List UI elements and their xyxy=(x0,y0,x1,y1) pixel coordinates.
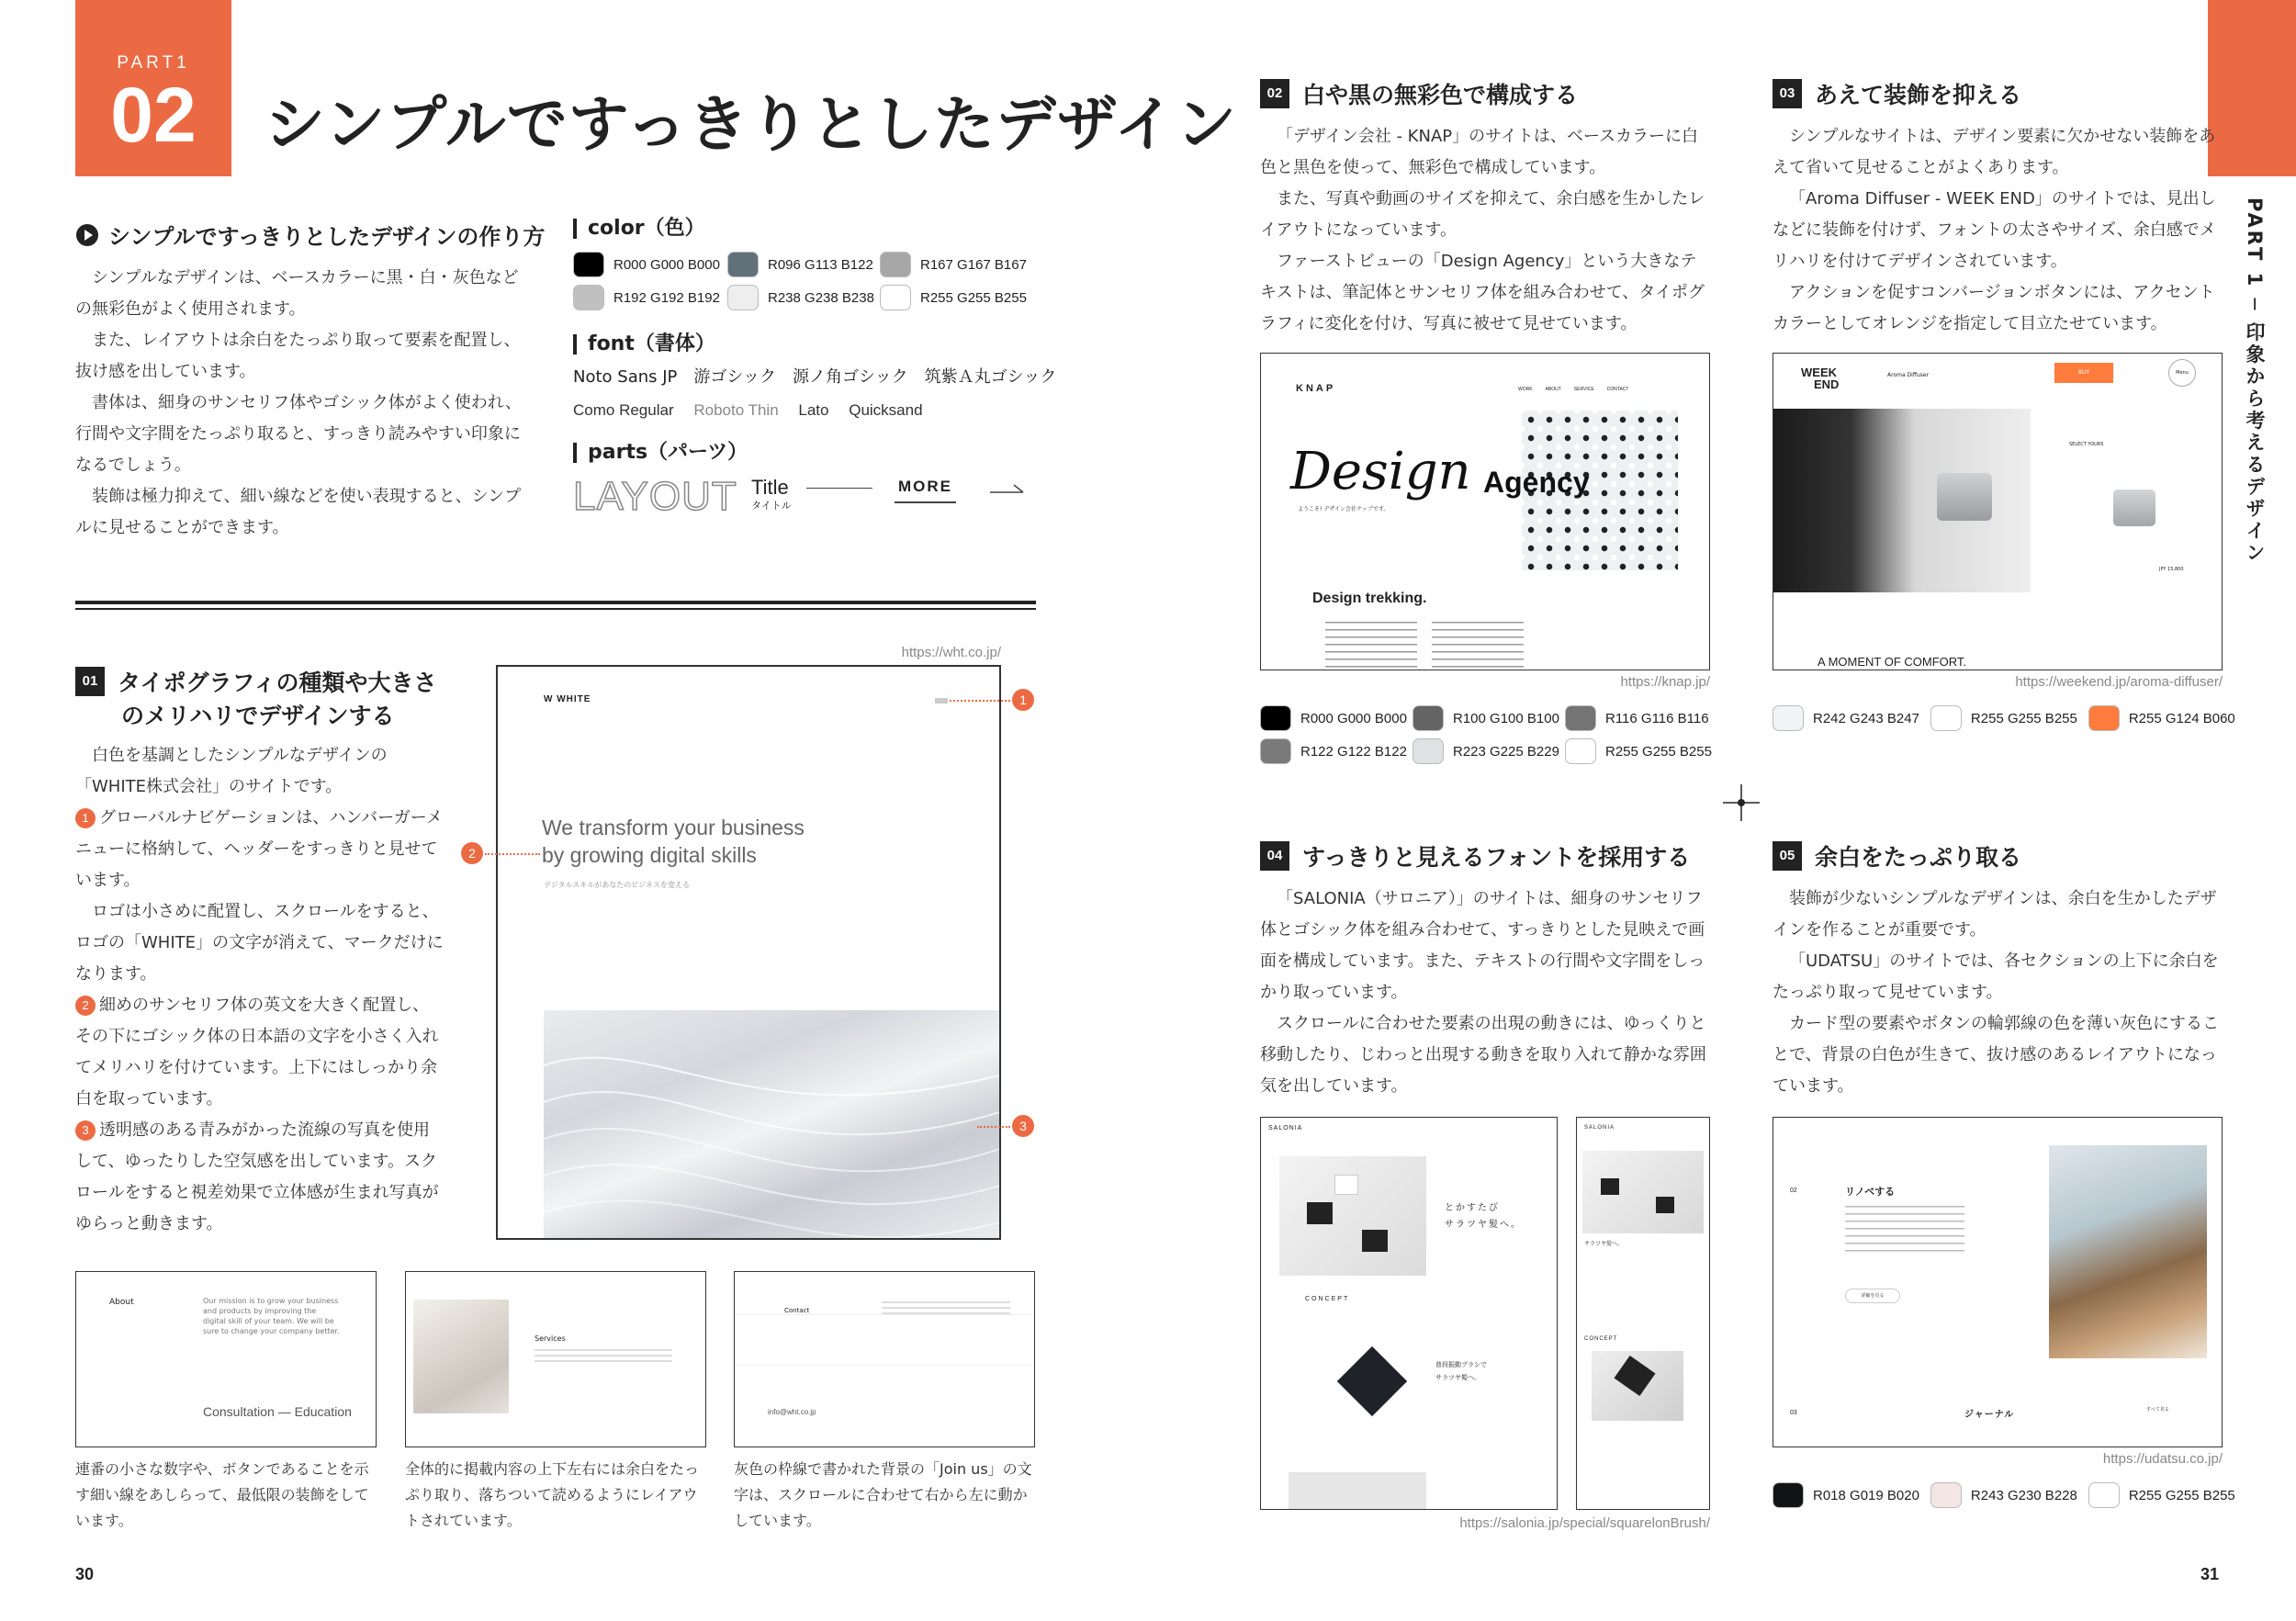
color-swatch xyxy=(2088,705,2120,731)
color-swatch-item xyxy=(880,285,1051,310)
color-swatch-item xyxy=(1565,738,1719,764)
color-swatches xyxy=(573,252,1051,310)
page-title: シンプルですっきりとしたデザイン xyxy=(264,89,1238,160)
crop-mark-icon xyxy=(1723,784,1760,821)
section-paragraph: 「デザイン会社 - KNAP」のサイトは、ベースカラーに白色と黒色を使って、無彩色で構成しています。 xyxy=(1260,127,1698,177)
shot-text-lines xyxy=(1325,622,1417,668)
font-sample: Como Regular xyxy=(573,401,674,419)
color-value: R255 G255 B255 xyxy=(2128,1487,2235,1503)
section-paragraph: 白色を基調としたシンプルなデザインの「WHITE株式会社」のサイトです。 xyxy=(75,746,388,796)
color-swatch xyxy=(880,285,911,310)
color-swatch xyxy=(1773,705,1804,731)
shot-number: 03 xyxy=(1790,1410,1797,1416)
color-value: R243 G230 B228 xyxy=(1970,1487,2077,1503)
color-swatches xyxy=(1260,705,1719,764)
callout-2: 2 xyxy=(461,842,483,864)
color-value: R238 G238 B238 xyxy=(768,289,874,306)
shot-room-photo xyxy=(2049,1145,2207,1358)
color-swatch xyxy=(727,285,759,310)
color-swatch-item xyxy=(727,252,880,277)
color-swatch xyxy=(1260,705,1291,731)
thumb-footer: Consultation — Education xyxy=(203,1404,352,1419)
arrow-right-icon xyxy=(990,481,1027,496)
section-number: 03 xyxy=(1773,79,1802,108)
thumb-text-lines xyxy=(535,1349,672,1366)
color-value: R255 G255 B255 xyxy=(1970,710,2077,726)
section-03-title xyxy=(1773,77,2021,110)
shot-product-name: Aroma Diffuser xyxy=(1887,372,1930,378)
section-paragraph: 「Aroma Diffuser - WEEK END」のサイトでは、見出しなどに装飾を付けず、フォントの太さやサイズ、余白感でメリハリを付けてデザインされています。 xyxy=(1773,189,2216,271)
section-paragraph xyxy=(75,1115,445,1240)
section-title-text: すっきりと見えるフォントを採用する xyxy=(1302,844,1691,871)
shot-headline: We transform your business by growing digital skills xyxy=(542,816,805,867)
howto-paragraph: 装飾は極力抑えて、細い線などを使い表現すると、シンプルに見せることができます。 xyxy=(75,487,522,537)
section-paragraph xyxy=(75,990,445,1115)
shot-heading: Design trekking. xyxy=(1312,591,1427,606)
parts-title-sub: タイトル xyxy=(751,500,792,512)
section-paragraph: アクションを促すコンバージョンボタンには、アクセントカラーとしてオレンジを指定して目立たせています。 xyxy=(1773,283,2215,333)
section-04-body xyxy=(1260,884,1710,1102)
color-swatch-item xyxy=(2088,705,2235,731)
section-01-body xyxy=(75,740,445,1240)
color-swatch-item xyxy=(1260,738,1412,764)
color-swatch-item xyxy=(1773,705,1919,731)
shot-text-lines xyxy=(1432,622,1524,668)
shot-hand-photo xyxy=(1773,409,2031,592)
thumb-text-lines xyxy=(882,1301,1010,1314)
color-swatch xyxy=(880,252,911,277)
shot-cta-button: BUY xyxy=(2054,363,2113,383)
color-heading: color（色） xyxy=(573,219,705,239)
callout-line xyxy=(977,1126,1010,1128)
parts-title-line xyxy=(806,488,872,489)
font-heading: font（書体） xyxy=(573,334,715,355)
callout-text: 透明感のある青みがかった流線の写真を使用して、ゆったりした空気感を出しています。スクロールをすると視差効果で立体感が生まれ写真がゆらっと動きます。 xyxy=(75,1120,439,1233)
section-paragraph: 装飾が少ないシンプルなデザインは、余白を生かしたデザインを作ることが重要です。 xyxy=(1773,889,2217,940)
parts-heading: parts（パーツ） xyxy=(573,443,748,463)
color-swatch xyxy=(1930,705,1962,731)
shot-detail-button: 詳細を見る xyxy=(1845,1289,1900,1303)
shot-script-text: Design xyxy=(1290,442,1471,501)
play-circle-icon xyxy=(75,223,99,247)
color-swatch-item xyxy=(1773,1482,1919,1508)
color-swatch-item xyxy=(1930,1482,2077,1508)
color-value: R096 G113 B122 xyxy=(768,256,873,273)
section-01-title-l2: のメリハリでデザインする xyxy=(121,703,395,729)
color-swatch xyxy=(1930,1482,1962,1508)
section-02-body xyxy=(1260,121,1710,340)
section-paragraph: また、写真や動画のサイズを抑えて、余白感を生かしたレイアウトになっています。 xyxy=(1260,189,1705,240)
section-title-text: あえて装飾を抑える xyxy=(1815,82,2022,108)
color-swatch xyxy=(2088,1482,2120,1508)
color-swatch-item xyxy=(2088,1482,2235,1508)
shot-cubes-photo xyxy=(1582,1151,1704,1233)
color-value: R192 G192 B192 xyxy=(613,289,720,306)
shot-product-image xyxy=(1937,473,1992,521)
callout-3: 3 xyxy=(1012,1115,1034,1137)
wave-lines xyxy=(544,1010,1001,1240)
parts-title-sample: Title xyxy=(751,476,789,499)
howto-heading xyxy=(75,219,545,251)
thumb-label: Contact xyxy=(784,1307,810,1314)
shot-heading: リノベする xyxy=(1845,1186,1896,1198)
color-swatch-item xyxy=(727,285,880,310)
section-paragraph: スクロールに合わせた要素の出現の動きには、ゆっくりと移動したり、じわっと出現する動きを取り入れて静かな雰囲気を出しています。 xyxy=(1260,1014,1706,1096)
screenshot-url: https://weekend.jp/aroma-diffuser/ xyxy=(2015,674,2223,690)
color-swatch-item xyxy=(1412,705,1565,731)
color-value: R255 G124 B060 xyxy=(2128,710,2235,726)
color-value: R122 G122 B122 xyxy=(1300,743,1407,760)
shot-logo: KNAP xyxy=(1296,383,1336,394)
part-label: PART1 xyxy=(117,53,190,73)
screenshot-url: https://udatsu.co.jp/ xyxy=(2102,1451,2223,1467)
callout-line xyxy=(950,700,1010,702)
color-swatch-item xyxy=(880,252,1051,277)
callout-marker: 3 xyxy=(75,1120,96,1141)
udatsu-site-screenshot xyxy=(1773,1117,2223,1447)
callout-line xyxy=(485,853,540,855)
shot-number: 02 xyxy=(1790,1188,1797,1194)
section-05-body xyxy=(1773,884,2223,1102)
color-swatch xyxy=(1412,738,1444,764)
shot-subtitle: デジタルスキルがあなたのビジネスを変える xyxy=(544,881,690,889)
thumb-about xyxy=(75,1271,377,1447)
divider xyxy=(75,601,1036,604)
shot-text-lines xyxy=(1845,1206,1964,1257)
shot-sans-text: Agency xyxy=(1483,466,1590,499)
shot-select-label: SELECT YOURS xyxy=(2069,442,2104,447)
part-number: 02 xyxy=(110,72,197,158)
color-value: R000 G000 B000 xyxy=(1300,710,1407,726)
shot-logo: W WHITE xyxy=(544,694,591,704)
section-04-title xyxy=(1260,839,1690,872)
shot-tagline: A MOMENT OF COMFORT. xyxy=(1818,655,1967,669)
thumb-photo xyxy=(413,1300,509,1413)
color-swatch xyxy=(1260,738,1291,764)
thumb-label: Services xyxy=(535,1334,566,1343)
shot-footer-photo xyxy=(1289,1472,1426,1509)
thumb-label: About xyxy=(109,1298,134,1307)
shot-logo: WEEK END xyxy=(1801,366,1840,391)
color-swatches xyxy=(1773,1482,2235,1508)
section-01-title xyxy=(75,665,437,698)
screenshot-url: https://wht.co.jp/ xyxy=(901,645,1001,660)
section-03-body xyxy=(1773,121,2223,340)
color-value: R255 G255 B255 xyxy=(920,289,1027,306)
section-paragraph: 「SALONIA（サロニア）」のサイトは、細身のサンセリフ体とゴシック体を組み合わせて、すっきりとした見映えで画面を構成しています。また、テキストの行間や文字間をしっかり取っています。 xyxy=(1260,889,1705,1002)
color-value: R018 G019 B020 xyxy=(1813,1487,1919,1503)
section-number: 02 xyxy=(1260,79,1289,108)
font-list-jp: Noto Sans JP 游ゴシック 源ノ角ゴシック 筑紫Ａ丸ゴシック xyxy=(573,367,1057,387)
page-number-left: 30 xyxy=(75,1565,95,1583)
shot-price: JPY 15,800 xyxy=(2159,567,2184,572)
thumb-caption: 連番の小さな数字や、ボタンであることを示す細い線をあしらって、最低限の装飾をしています。 xyxy=(75,1460,369,1529)
section-title-text: 白や黒の無彩色で構成する xyxy=(1302,82,1579,108)
section-05-title xyxy=(1773,839,2021,872)
section-paragraph: カード型の要素やボタンの輪郭線の色を薄い灰色にすることで、背景の白色が生きて、抜け感のあるレイアウトになっています。 xyxy=(1773,1014,2219,1096)
color-swatch xyxy=(573,285,604,310)
parts-more-sample: MORE xyxy=(895,478,956,503)
thumb-text: Our mission is to grow your business and products by improving the digital skill of your team. We will be sure to change your company better. xyxy=(203,1297,340,1335)
color-swatch xyxy=(1773,1482,1804,1508)
hamburger-icon xyxy=(935,698,948,704)
color-swatch-item xyxy=(1565,705,1719,731)
font-sample: Roboto Thin xyxy=(693,401,779,419)
color-swatch xyxy=(1412,705,1444,731)
shot-nav: WORK ABOUT SERVICE CONTACT xyxy=(1518,387,1629,392)
knap-site-screenshot xyxy=(1260,353,1710,670)
salonia-pc-screenshot xyxy=(1260,1117,1558,1510)
howto-body xyxy=(75,263,525,544)
color-value: R223 G225 B229 xyxy=(1453,743,1559,760)
shot-cubes-photo xyxy=(1279,1156,1426,1276)
color-swatch xyxy=(727,252,759,277)
shot-product-thumb xyxy=(2113,490,2155,526)
thumb-contact xyxy=(734,1271,1035,1447)
section-paragraph: ロゴは小さめに配置し、スクロールをすると、ロゴの「WHITE」の文字が消えて、マークだけになります。 xyxy=(75,902,444,984)
screenshot-url: https://salonia.jp/special/squarelonBrush/ xyxy=(1459,1515,1710,1531)
side-running-title: PART 1 ─ 印象から考えるデザイン xyxy=(2244,197,2266,565)
thumb-caption: 全体的に掲載内容の上下左右には余白をたっぷり取り、落ちついて読めるようにレイアウトされています。 xyxy=(405,1460,700,1529)
shot-tagline: ようこそ! デザイン会社ナップです。 xyxy=(1298,506,1390,512)
color-value: R000 G000 B000 xyxy=(613,256,720,273)
howto-paragraph: また、レイアウトは余白をたっぷり取って要素を配置し、抜け感を出しています。 xyxy=(75,331,521,381)
thumb-services xyxy=(405,1271,706,1447)
join-us-band xyxy=(735,1314,1034,1366)
section-number: 05 xyxy=(1773,841,1802,871)
section-paragraph: ファーストビューの「Design Agency」という大きなテキストは、筆記体とサンセリフ体を組み合わせて、タイポグラフィに変化を付け、写真に被せて見せています。 xyxy=(1260,252,1705,333)
color-value: R255 G255 B255 xyxy=(1605,743,1712,760)
section-title-line: タイポグラフィの種類や大きさ xyxy=(118,670,437,696)
color-swatch xyxy=(573,252,604,277)
thumb-caption: 灰色の枠線で書かれた背景の「Join us」の文字は、スクロールに合わせて右から左に動かしています。 xyxy=(734,1460,1032,1529)
section-number: 04 xyxy=(1260,841,1289,871)
howto-paragraph: シンプルなデザインは、ベースカラーに黒・白・灰色などの無彩色がよく使用されます。 xyxy=(75,268,519,319)
howto-heading-text: シンプルですっきりとしたデザインの作り方 xyxy=(108,224,546,250)
font-sample: Lato xyxy=(798,401,829,419)
shot-brush-copy: 普段振動ブラシで サラツヤ髪へ。 xyxy=(1435,1361,1487,1381)
shot-see-all: すべて見る xyxy=(2146,1407,2169,1413)
callout-text: グローバルナビゲーションは、ハンバーガーメニューに格納して、ヘッダーをすっきりと見せています。 xyxy=(75,808,443,890)
shot-journal: ジャーナル xyxy=(1964,1410,2015,1420)
section-number: 01 xyxy=(75,667,105,696)
wave-photo xyxy=(544,1010,1001,1240)
color-swatch xyxy=(1565,705,1596,731)
color-swatches xyxy=(1773,705,2235,731)
callout-1: 1 xyxy=(1012,689,1034,711)
shot-copy: サラツヤ髪へ。 xyxy=(1584,1241,1624,1247)
callout-marker: 2 xyxy=(75,996,96,1016)
color-value: R100 G100 B100 xyxy=(1453,710,1559,726)
font-sample: Quicksand xyxy=(849,401,923,419)
shot-concept: CONCEPT xyxy=(1305,1296,1350,1302)
color-value: R116 G116 B116 xyxy=(1605,710,1709,726)
salonia-sp-screenshot xyxy=(1576,1117,1710,1510)
part-badge xyxy=(75,0,231,176)
section-02-title xyxy=(1260,77,1578,110)
color-swatch-item xyxy=(573,285,727,310)
white-site-screenshot xyxy=(496,665,1001,1240)
page-number-right: 31 xyxy=(2200,1565,2220,1583)
color-swatch xyxy=(1565,738,1596,764)
shot-hand-photo xyxy=(1592,1351,1683,1421)
callout-text: 細めのサンセリフ体の英文を大きく配置し、その下にゴシック体の日本語の文字を小さく入れてメリハリを付けています。上下にはしっかり余白を取っています。 xyxy=(75,996,439,1109)
shot-menu-button: Menu xyxy=(2168,359,2196,387)
color-swatch-item xyxy=(1930,705,2077,731)
divider xyxy=(75,608,1036,610)
callout-marker: 1 xyxy=(75,808,96,828)
shot-concept: CONCEPT xyxy=(1584,1336,1618,1342)
color-value: R242 G243 B247 xyxy=(1813,710,1919,726)
section-paragraph: 「UDATSU」のサイトでは、各セクションの上下に余白をたっぷり取って見せています。 xyxy=(1773,951,2219,1002)
parts-layout-sample: LAYOUT xyxy=(573,474,737,519)
color-value: R167 G167 B167 xyxy=(920,256,1027,273)
shot-copy: とかすたび サラツヤ髪へ。 xyxy=(1445,1203,1522,1230)
font-list-en xyxy=(573,397,923,420)
screenshot-url: https://knap.jp/ xyxy=(1620,674,1710,690)
thumb-email: info@wht.co.jp xyxy=(768,1408,816,1416)
color-swatch-item xyxy=(1260,705,1412,731)
color-swatch-item xyxy=(1412,738,1565,764)
section-paragraph xyxy=(75,803,445,896)
color-swatch-item xyxy=(573,252,727,277)
section-paragraph: シンプルなサイトは、デザイン要素に欠かせない装飾をあえて省いて見せることがよくあります。 xyxy=(1773,127,2216,177)
shot-brush-image xyxy=(1337,1346,1407,1416)
howto-paragraph: 書体は、細身のサンセリフ体やゴシック体がよく使われ、行間や文字間をたっぷり取ると、すっきり読みやすい印象になるでしょう。 xyxy=(75,393,522,475)
shot-logo: SALONIA xyxy=(1584,1125,1615,1131)
weekend-site-screenshot xyxy=(1773,353,2223,670)
shot-logo: SALONIA xyxy=(1268,1125,1303,1131)
section-title-text: 余白をたっぷり取る xyxy=(1815,844,2022,871)
